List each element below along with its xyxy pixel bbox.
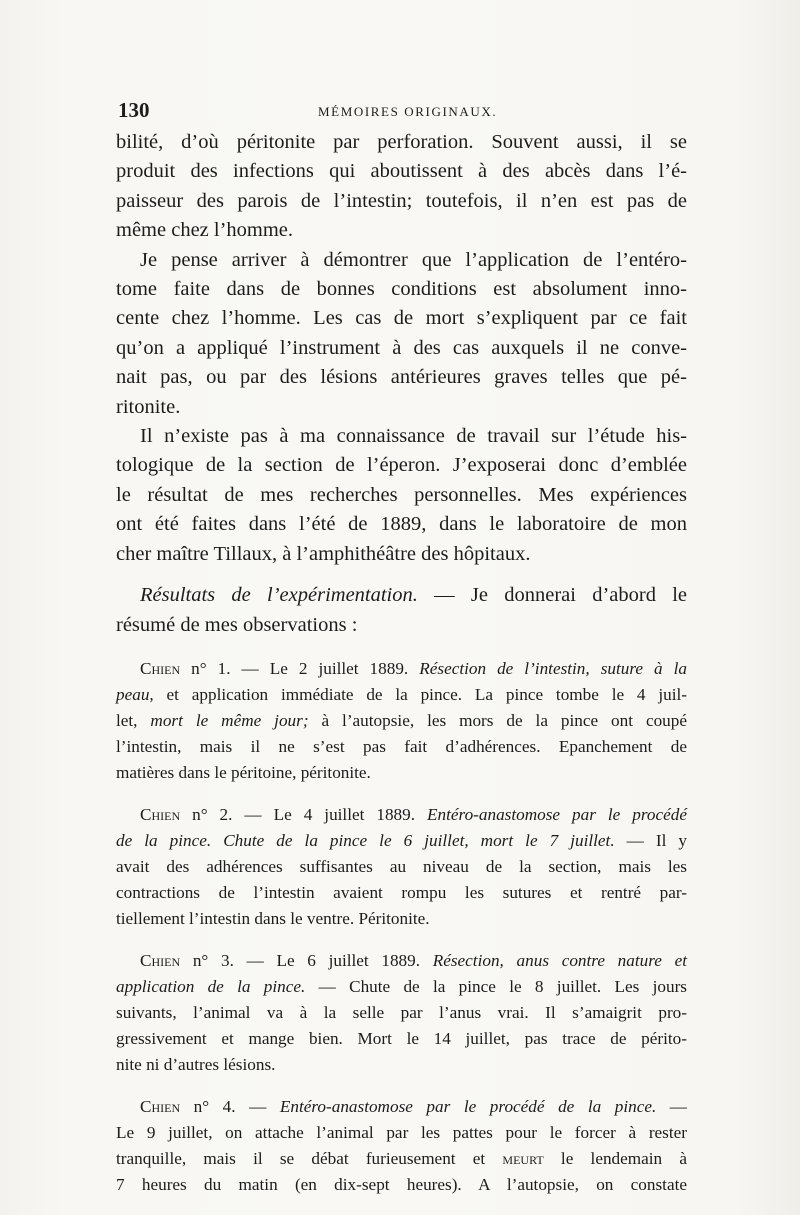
text-line: bilité, d’où péritonite par perforation. Souvent aussi, il se	[116, 131, 687, 153]
text-line: tome faite dans de bonnes conditions est absolument inno-	[116, 278, 687, 301]
text-line: let, mort le même jour; à l’autopsie, les mors de la pince ont coupé	[116, 710, 687, 730]
text-line: nite ni d’autres lésions.	[116, 1054, 276, 1074]
observation-3	[116, 948, 687, 1078]
text-line: contractions de l’intestin avaient rompu les sutures et rentré par-	[116, 882, 687, 902]
observation-2	[116, 802, 687, 932]
text-line: Chien n° 2. — Le 4 juillet 1889. Entéro-anastomose par le procédé	[140, 804, 687, 824]
paragraph	[116, 246, 687, 422]
text-line: 7 heures du matin (en dix-sept heures). A l’autopsie, on constate	[116, 1174, 687, 1194]
running-head	[118, 98, 683, 126]
text-line: tranquille, mais il se débat furieusement et meurt le lendemain à	[116, 1148, 687, 1168]
text-line: ont été faites dans l’été de 1889, dans le laboratoire de mon	[116, 513, 687, 536]
text-line: paisseur des parois de l’intestin; toutefois, il n’en est pas de	[116, 189, 687, 212]
text-line: Il n’existe pas à ma connaissance de travail sur l’étude his-	[140, 425, 687, 448]
text-line: Le 9 juillet, on attache l’animal par les pattes pour le forcer à rester	[116, 1122, 687, 1142]
text-line: Je pense arriver à démontrer que l’application de l’entéro-	[140, 248, 687, 271]
text-line: Chien n° 3. — Le 6 juillet 1889. Résection, anus contre nature et	[140, 950, 687, 970]
text-line: matières dans le péritoine, péritonite.	[116, 762, 371, 782]
observation-label: Chien	[140, 1096, 181, 1116]
text-line: Résultats de l’expérimentation. — Je donnerai d’abord le	[140, 584, 688, 607]
page-number: 130	[118, 98, 150, 122]
section-heading: Résultats de l’expérimentation.	[140, 584, 418, 607]
text-line: de la pince. Chute de la pince le 6 juillet, mort le 7 juillet. — Il y	[116, 830, 687, 850]
text-line: le résultat de mes recherches personnelles. Mes expériences	[116, 483, 687, 506]
running-title: MÉMOIRES ORIGINAUX.	[318, 104, 498, 119]
text-line: Chien n° 1. — Le 2 juillet 1889. Résection de l’intestin, suture à la	[140, 658, 688, 678]
text-line: Chien n° 4. — Entéro-anastomose par le procédé de la pince. —	[140, 1096, 687, 1116]
text-line: peau, et application immédiate de la pince. La pince tombe le 4 juil-	[116, 684, 687, 704]
section-intro	[116, 581, 687, 640]
text-line: application de la pince. — Chute de la pince le 8 juillet. Les jours	[116, 976, 687, 996]
observation-4	[116, 1094, 687, 1198]
observation-label: Chien	[140, 658, 181, 678]
body-text	[116, 128, 687, 1198]
text-line: nait pas, ou par des lésions antérieures graves telles que pé-	[116, 366, 687, 389]
text-line: produit des infections qui aboutissent à des abcès dans l’é-	[116, 160, 687, 183]
text-line: résumé de mes observations :	[116, 613, 358, 636]
observation-label: Chien	[140, 950, 181, 970]
observation-label: Chien	[140, 804, 181, 824]
text-line: avait des adhérences suffisantes au niveau de la section, mais les	[116, 856, 687, 876]
text-line: l’intestin, mais il ne s’est pas fait d’adhérences. Epanchement de	[116, 736, 687, 756]
paragraph	[116, 128, 687, 246]
text-line: cher maître Tillaux, à l’amphithéâtre des hôpitaux.	[116, 542, 531, 565]
text-line: tiellement l’intestin dans le ventre. Péritonite.	[116, 908, 430, 928]
paragraph	[116, 422, 687, 569]
text-line: gressivement et mange bien. Mort le 14 juillet, pas trace de périto-	[116, 1028, 687, 1048]
text-line: même chez l’homme.	[116, 219, 294, 242]
text-line: qu’on a appliqué l’instrument à des cas auxquels il ne conve-	[116, 336, 687, 359]
text-line: ritonite.	[116, 395, 181, 418]
text-line: suivants, l’animal va à la selle par l’anus vrai. Il s’amaigrit pro-	[116, 1002, 687, 1022]
text-line: cente chez l’homme. Les cas de mort s’expliquent par ce fait	[116, 307, 687, 330]
observation-1	[116, 656, 687, 786]
text-line: tologique de la section de l’éperon. J’exposerai donc d’emblée	[116, 454, 687, 477]
